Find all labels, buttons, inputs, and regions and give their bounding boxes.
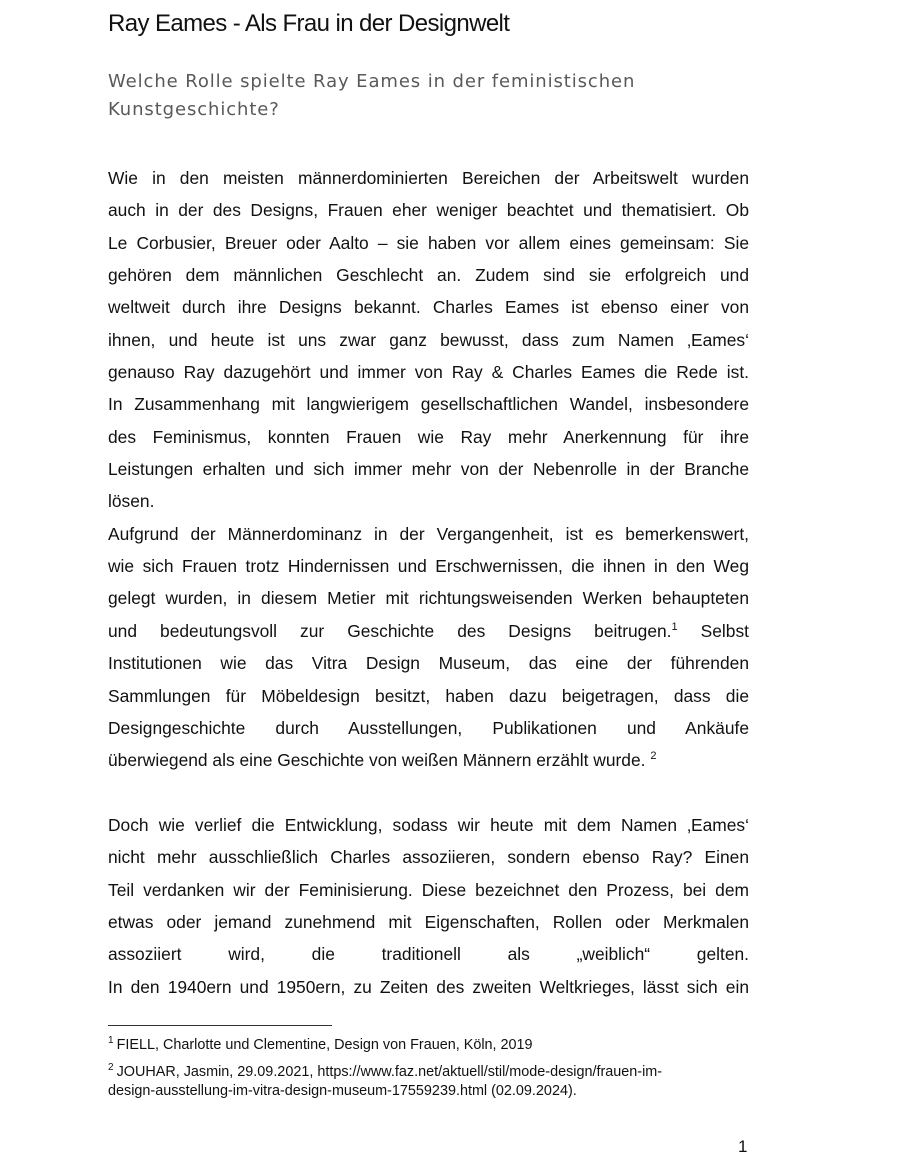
text-line: Institutionen wie das Vitra Design Museum, das eine der führenden: [108, 653, 749, 674]
footnote-reference-2[interactable]: 2: [650, 750, 657, 763]
text-line: In den 1940ern und 1950ern, zu Zeiten des zweiten Weltkrieges, lässt sich ein: [108, 976, 749, 997]
text-line: weltweit durch ihre Designs bekannt. Charles Eames ist ebenso einer von: [108, 297, 749, 318]
text-line: Teil verdanken wir der Feminisierung. Diese bezeichnet den Prozess, bei dem: [108, 879, 749, 900]
footnote-2: [108, 1063, 748, 1101]
document-body: [108, 162, 749, 1003]
text-line: [108, 744, 749, 776]
footnotes: [108, 1036, 748, 1109]
text-line: wie sich Frauen trotz Hindernissen und Erschwernissen, die ihnen in den Weg: [108, 556, 749, 577]
text-line: [108, 615, 749, 647]
text-line: nicht mehr ausschließlich Charles assoziieren, sondern ebenso Ray? Einen: [108, 847, 749, 868]
paragraph-spacer: [108, 777, 749, 809]
footnote-reference-1[interactable]: 1: [671, 620, 678, 633]
document-subtitle: [108, 68, 708, 124]
document-title: Ray Eames - Als Frau in der Designwelt: [108, 10, 510, 37]
text-line: des Feminismus, konnten Frauen wie Ray mehr Anerkennung für ihre: [108, 426, 749, 447]
footnote-number: 2: [108, 1062, 114, 1073]
paragraph-2: [108, 518, 749, 777]
text-segment: Selbst: [677, 620, 749, 641]
text-line: assoziiert wird, die traditionell als „weiblich“ gelten.: [108, 944, 749, 965]
text-line: gehören dem männlichen Geschlecht an. Zudem sind sie erfolgreich und: [108, 265, 749, 286]
text-line: auch in der des Designs, Frauen eher weniger beachtet und thematisiert. Ob: [108, 200, 749, 221]
text-line: lösen.: [108, 491, 155, 512]
text-line: Wie in den meisten männerdominierten Bereichen der Arbeitswelt wurden: [108, 168, 749, 188]
text-line: In Zusammenhang mit langwierigem gesellschaftlichen Wandel, insbesondere: [108, 394, 749, 415]
page-number: 1: [738, 1137, 748, 1156]
subtitle-line: Welche Rolle spielte Ray Eames in der feministischen: [108, 71, 636, 92]
text-line: Sammlungen für Möbeldesign besitzt, haben dazu beigetragen, dass die: [108, 685, 749, 706]
paragraph-1: [108, 162, 749, 518]
footnote-text[interactable]: JOUHAR, Jasmin, 29.09.2021, https://www.faz.net/aktuell/stil/mode-design/frauen-im-: [116, 1064, 663, 1080]
text-line: etwas oder jemand zunehmend mit Eigenschaften, Rollen oder Merkmalen: [108, 911, 749, 932]
text-line: gelegt wurden, in diesem Metier mit richtungsweisenden Werken behaupteten: [108, 588, 749, 609]
subtitle-line: Kunstgeschichte?: [108, 99, 280, 120]
footnote-number: 1: [108, 1035, 114, 1046]
text-segment: überwiegend als eine Geschichte von weißen Männern erzählt wurde.: [108, 750, 651, 771]
text-segment: und bedeutungsvoll zur Geschichte des Designs beitrugen.: [108, 620, 672, 641]
paragraph-3: [108, 809, 749, 1003]
footnote-1: [108, 1036, 748, 1055]
text-line: Le Corbusier, Breuer oder Aalto – sie haben vor allem eines gemeinsam: Sie: [108, 232, 749, 253]
text-line: ihnen, und heute ist uns zwar ganz bewusst, dass zum Namen ‚Eames‘: [108, 329, 749, 350]
text-line: Doch wie verlief die Entwicklung, sodass wir heute mit dem Namen ‚Eames‘: [108, 814, 749, 835]
footnote-text[interactable]: design-ausstellung-im-vitra-design-museum-17559239.html (02.09.2024).: [108, 1083, 577, 1099]
footnote-text: FIELL, Charlotte und Clementine, Design von Frauen, Köln, 2019: [116, 1037, 533, 1053]
text-line: Designgeschichte durch Ausstellungen, Publikationen und Ankäufe: [108, 717, 749, 738]
footnote-separator: [108, 1025, 332, 1026]
text-line: genauso Ray dazugehört und immer von Ray & Charles Eames die Rede ist.: [108, 362, 749, 383]
text-line: Leistungen erhalten und sich immer mehr von der Nebenrolle in der Branche: [108, 459, 749, 480]
text-line: Aufgrund der Männerdominanz in der Vergangenheit, ist es bemerkenswert,: [108, 523, 749, 544]
